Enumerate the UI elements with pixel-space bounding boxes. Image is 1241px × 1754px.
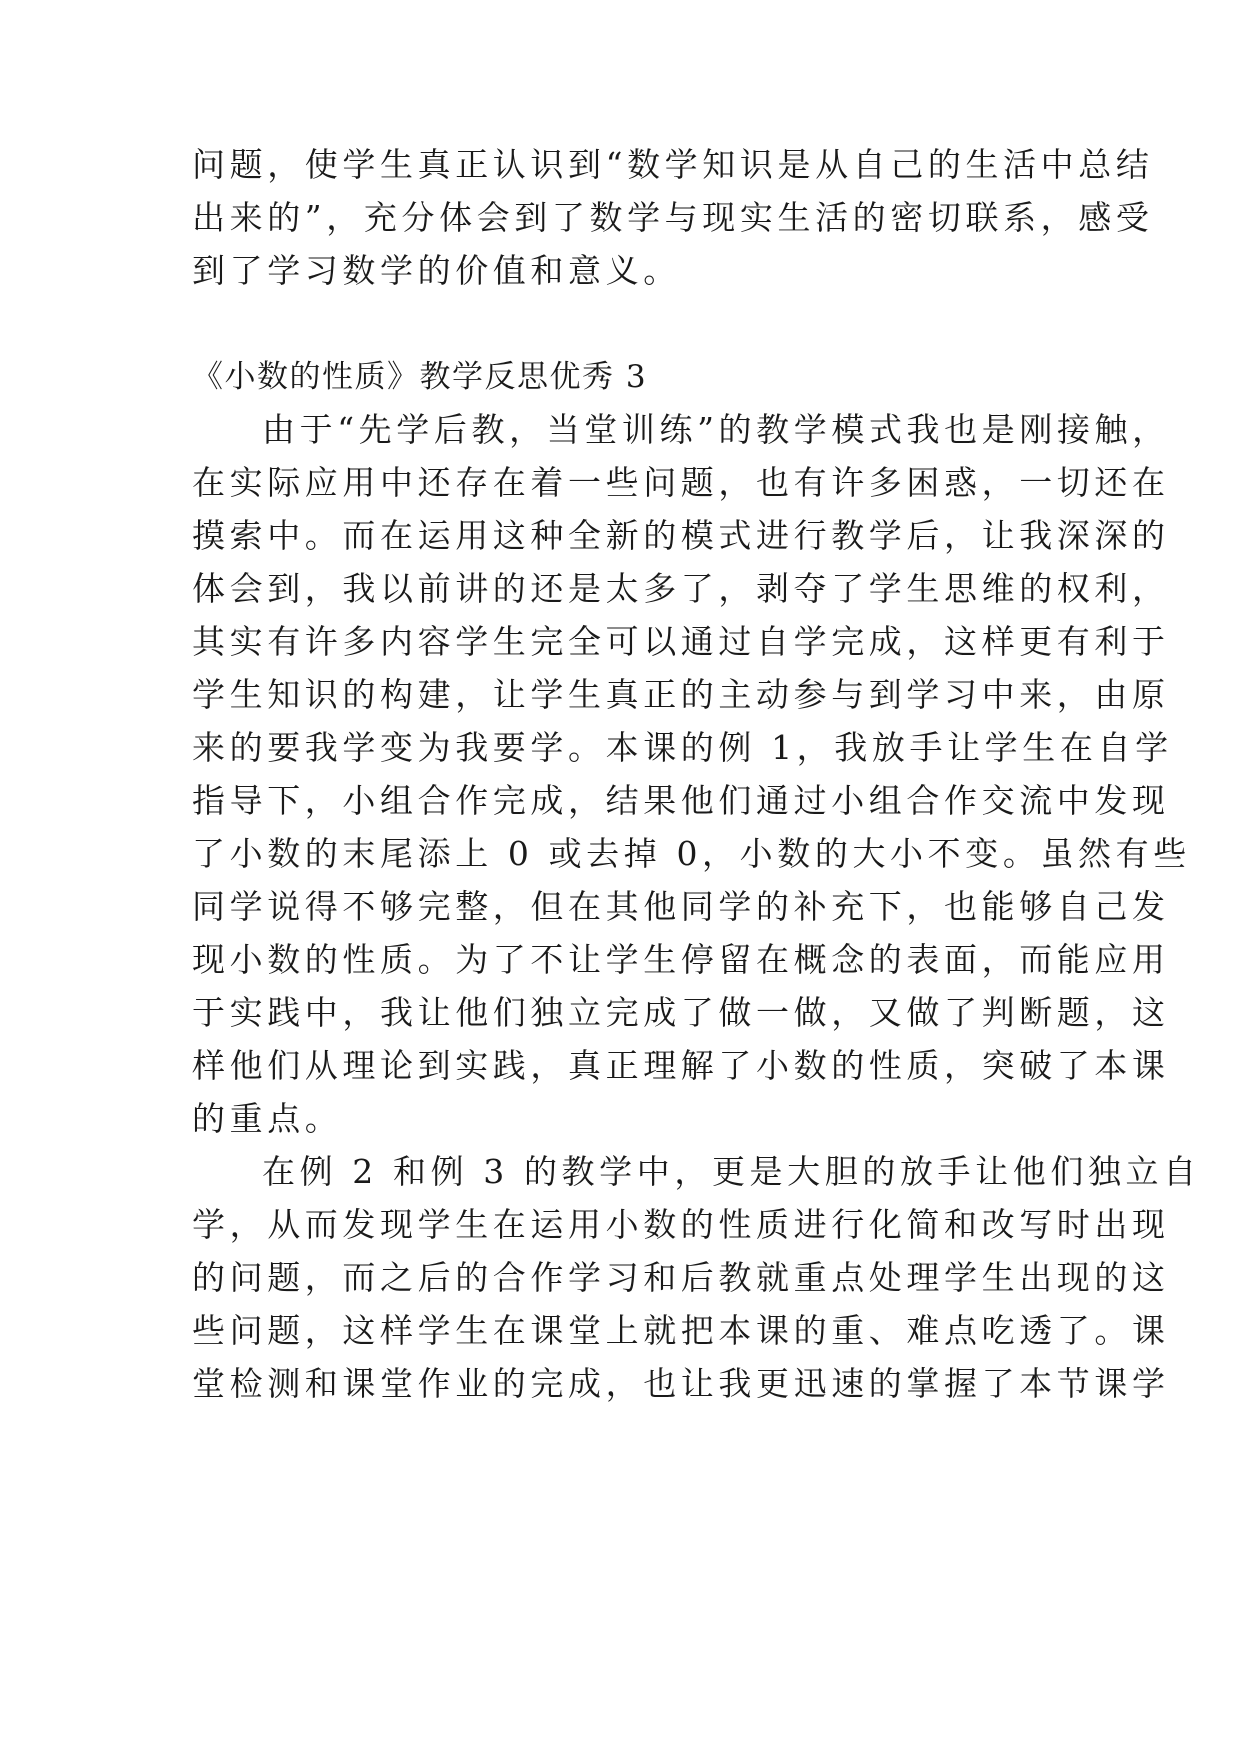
paragraph1-line-9: 了小数的末尾添上 0 或去掉 0，小数的大小不变。虽然有些 bbox=[192, 834, 1191, 873]
intro-line-1: 问题，使学生真正认识到“数学知识是从自己的生活中总结 bbox=[192, 145, 1154, 184]
paragraph1-line-10: 同学说得不够完整，但在其他同学的补充下，也能够自己发 bbox=[192, 887, 1170, 926]
paragraph1-line-1: 由于“先学后教，当堂训练”的教学模式我也是刚接触， bbox=[262, 410, 1170, 449]
section-title: 《小数的性质》教学反思优秀 3 bbox=[192, 359, 648, 395]
paragraph1-line-12: 于实践中，我让他们独立完成了做一做，又做了判断题，这 bbox=[192, 993, 1170, 1032]
paragraph1-line-4: 体会到，我以前讲的还是太多了，剥夺了学生思维的权利， bbox=[192, 569, 1170, 608]
paragraph1-line-5: 其实有许多内容学生完全可以通过自学完成，这样更有利于 bbox=[192, 622, 1170, 661]
paragraph1-line-11: 现小数的性质。为了不让学生停留在概念的表面，而能应用 bbox=[192, 940, 1170, 979]
paragraph1-line-14: 的重点。 bbox=[192, 1099, 343, 1138]
paragraph2-line-5: 堂检测和课堂作业的完成，也让我更迅速的掌握了本节课学 bbox=[192, 1364, 1170, 1403]
paragraph2-line-1: 在例 2 和例 3 的教学中，更是大胆的放手让他们独立自 bbox=[262, 1152, 1201, 1191]
paragraph1-line-3: 摸索中。而在运用这种全新的模式进行教学后，让我深深的 bbox=[192, 516, 1170, 555]
paragraph1-line-7: 来的要我学变为我要学。本课的例 1，我放手让学生在自学 bbox=[192, 728, 1173, 767]
intro-line-2: 出来的”，充分体会到了数学与现实生活的密切联系，感受 bbox=[192, 198, 1154, 237]
paragraph1-line-13: 样他们从理论到实践，真正理解了小数的性质，突破了本课 bbox=[192, 1046, 1170, 1085]
paragraph1-line-2: 在实际应用中还存在着一些问题，也有许多困惑，一切还在 bbox=[192, 463, 1170, 502]
intro-line-3: 到了学习数学的价值和意义。 bbox=[192, 251, 681, 290]
paragraph1-line-6: 学生知识的构建，让学生真正的主动参与到学习中来，由原 bbox=[192, 675, 1170, 714]
paragraph1-line-8: 指导下，小组合作完成，结果他们通过小组合作交流中发现 bbox=[192, 781, 1170, 820]
paragraph2-line-2: 学，从而发现学生在运用小数的性质进行化简和改写时出现 bbox=[192, 1205, 1170, 1244]
paragraph2-line-4: 些问题，这样学生在课堂上就把本课的重、难点吃透了。课 bbox=[192, 1311, 1170, 1350]
paragraph2-line-3: 的问题，而之后的合作学习和后教就重点处理学生出现的这 bbox=[192, 1258, 1170, 1297]
